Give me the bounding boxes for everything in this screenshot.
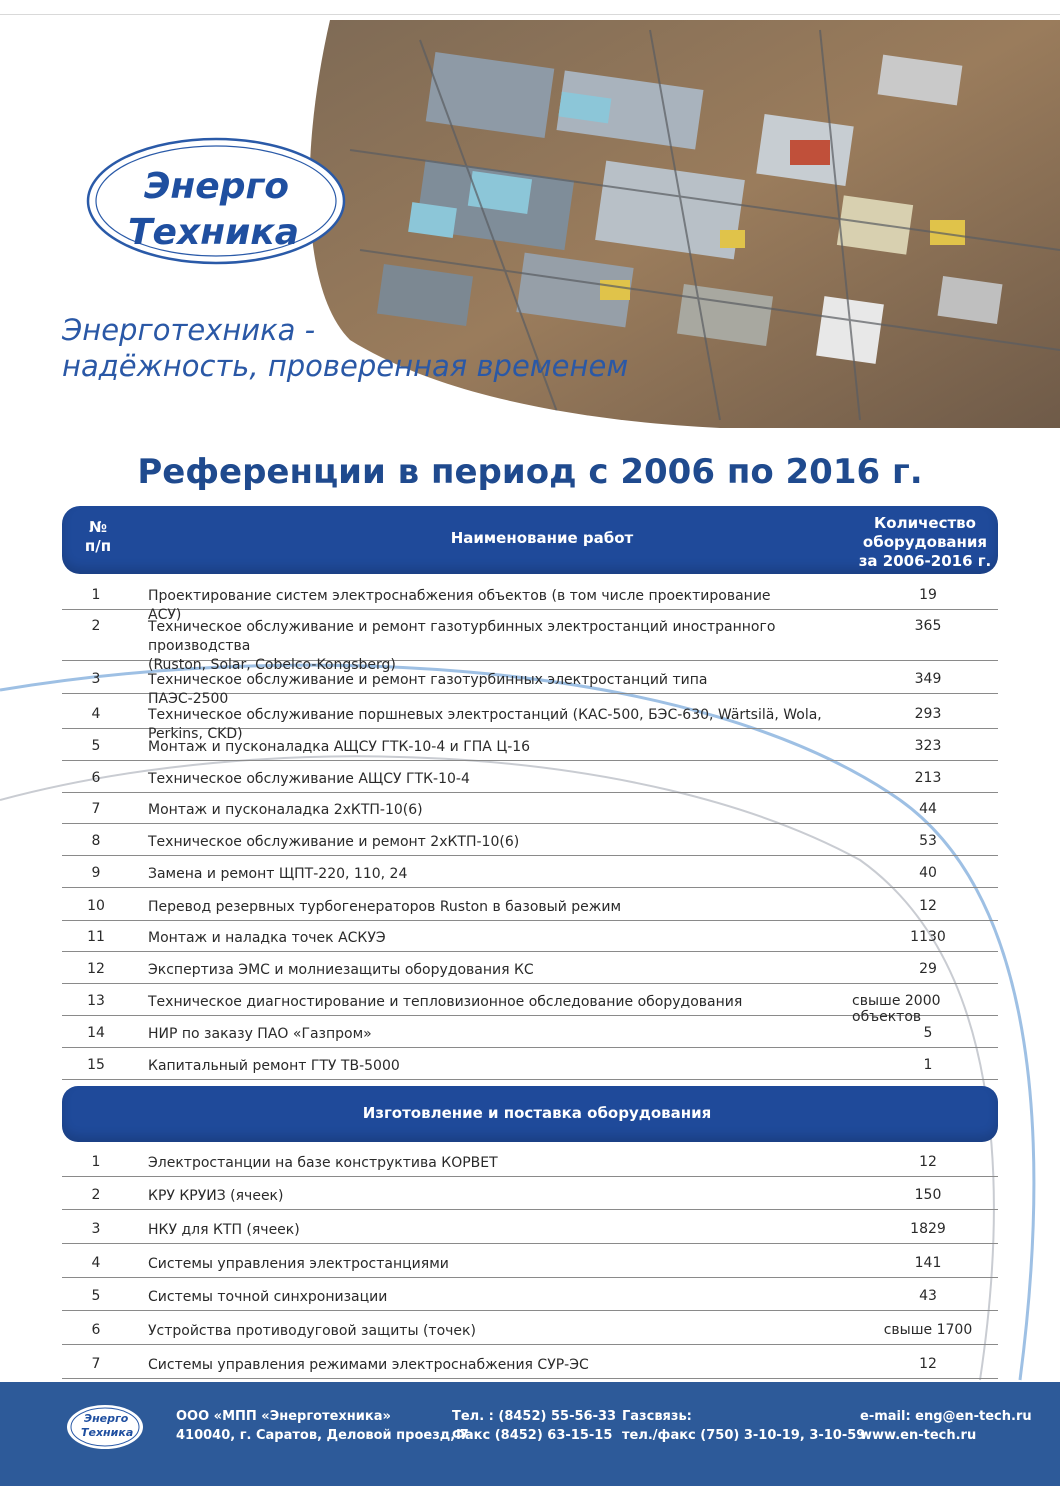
row-work: Монтаж и пусконаладка 2хКТП-10(6) [148, 802, 423, 818]
row-quantity: 44 [919, 801, 937, 817]
row-quantity: 349 [914, 671, 942, 687]
row-number: 13 [87, 993, 105, 1009]
row-quantity: 1829 [910, 1221, 946, 1237]
table-row [62, 738, 998, 761]
footer-phones [452, 1407, 616, 1445]
row-number: 6 [91, 1322, 101, 1338]
row-work: Техническое обслуживание и ремонт 2хКТП-10(6) [148, 834, 520, 850]
footer-company [176, 1407, 469, 1445]
table-row [62, 1322, 998, 1345]
row-work-line1: Техническое обслуживание и ремонт газотурбинных электростанций иностранного производства [148, 619, 776, 654]
table-row [62, 1025, 998, 1048]
row-quantity: 1 [923, 1057, 933, 1073]
row-quantity: 53 [919, 833, 937, 849]
row-quantity: 29 [919, 961, 937, 977]
row-quantity: 1130 [910, 929, 946, 945]
table-row [62, 898, 998, 921]
footer-company-name: ООО «МПП «Энерготехника» [176, 1409, 391, 1424]
row-quantity: 293 [914, 706, 942, 722]
header-quantity-line3: за 2006-2016 г. [858, 552, 992, 570]
header-quantity [850, 514, 1000, 571]
row-number: 11 [87, 929, 105, 945]
row-number: 1 [91, 587, 101, 603]
row-number: 8 [91, 833, 101, 849]
row-number: 4 [91, 706, 101, 722]
row-work: НИР по заказу ПАО «Газпром» [148, 1026, 372, 1042]
row-number: 15 [87, 1057, 105, 1073]
table-row [62, 961, 998, 984]
table-row [62, 1356, 998, 1379]
footer-website[interactable]: www.en-tech.ru [860, 1428, 977, 1443]
table-row [62, 865, 998, 888]
row-work: Перевод резервных турбогенераторов Ruston в базовый режим [148, 899, 622, 915]
row-number: 1 [91, 1154, 101, 1170]
page-title: Референции в период с 2006 по 2016 г. [137, 452, 923, 492]
row-number: 5 [91, 1288, 101, 1304]
row-work: Монтаж и наладка точек АСКУЭ [148, 930, 386, 946]
logo-line2: Техника [128, 212, 300, 253]
table-row [62, 801, 998, 824]
header-work: Наименование работ [450, 529, 634, 547]
row-work: Системы управления режимами электроснабжения СУР-ЭС [148, 1357, 589, 1373]
table-header [62, 506, 998, 574]
table-row [62, 1187, 998, 1210]
row-number: 14 [87, 1025, 105, 1041]
table-row [62, 1154, 998, 1177]
row-work: НКУ для КТП (ячеек) [148, 1222, 300, 1238]
row-number: 10 [87, 898, 105, 914]
row-quantity: 19 [919, 587, 937, 603]
row-number: 4 [91, 1255, 101, 1271]
logo-line1: Энерго [144, 166, 290, 207]
footer-email[interactable]: e-mail: eng@en-tech.ru [860, 1409, 1032, 1424]
slogan-line2: надёжность, проверенная временем [62, 349, 629, 383]
header-quantity-line1: Количество [874, 514, 976, 532]
header-number-line1: № [88, 518, 108, 536]
row-quantity: 40 [919, 865, 937, 881]
row-work: Электростанции на базе конструктива КОРВЕТ [148, 1155, 498, 1171]
table-row [62, 618, 998, 673]
row-number: 3 [91, 671, 101, 687]
row-quantity: 141 [914, 1255, 942, 1271]
table-row [62, 706, 998, 742]
row-quantity: 12 [919, 898, 937, 914]
row-work: Устройства противодуговой защиты (точек) [148, 1323, 476, 1339]
row-quantity: 213 [914, 770, 942, 786]
slogan [62, 312, 628, 384]
header-quantity-line2: оборудования [862, 533, 988, 551]
row-quantity: 150 [914, 1187, 942, 1203]
row-number: 12 [87, 961, 105, 977]
row-work: Техническое обслуживание поршневых электростанций (КАС-500, БЭС-630, Wärtsilä, Wola, Perkins, CKD) [148, 707, 822, 742]
table-row [62, 1255, 998, 1278]
row-number: 7 [91, 801, 101, 817]
footer-fax: Факс (8452) 63-15-15 [452, 1428, 613, 1443]
footer-contacts [860, 1407, 1032, 1445]
header-number-line2: п/п [84, 537, 112, 555]
row-quantity: 365 [914, 618, 942, 634]
row-quantity: 323 [914, 738, 942, 754]
table-row [62, 833, 998, 856]
table-row [62, 587, 998, 623]
table-row [62, 1221, 998, 1244]
table-row [62, 993, 998, 1025]
row-work: Экспертиза ЭМС и молниезащиты оборудования КС [148, 962, 534, 978]
table-row [62, 1288, 998, 1311]
section-header-manufacturing [62, 1086, 998, 1142]
row-quantity: 5 [923, 1025, 933, 1041]
section-title: Изготовление и поставка оборудования [362, 1104, 712, 1122]
row-work: Проектирование систем электроснабжения объектов (в том числе проектирование АСУ) [148, 588, 771, 623]
company-logo [84, 136, 348, 266]
table-row [62, 770, 998, 793]
row-quantity: 43 [919, 1288, 937, 1304]
row-number: 2 [91, 618, 101, 634]
row-work: Техническое обслуживание и ремонт газотурбинных электростанций типа ПАЭС-2500 [148, 672, 708, 707]
row-number: 5 [91, 738, 101, 754]
footer [0, 1382, 1060, 1486]
footer-gas [622, 1407, 865, 1445]
row-number: 3 [91, 1221, 101, 1237]
row-quantity: 12 [919, 1154, 937, 1170]
row-work: Техническое диагностирование и тепловизионное обследование оборудования [148, 994, 743, 1010]
table-row [62, 929, 998, 952]
row-work-line2: (Ruston, Solar, Cobelco-Kongsberg) [148, 657, 396, 673]
row-work: Техническое обслуживание АЩСУ ГТК-10-4 [148, 771, 470, 787]
row-work: Капитальный ремонт ГТУ ТВ-5000 [148, 1058, 400, 1074]
row-quantity: свыше 1700 [883, 1322, 973, 1338]
row-work: КРУ КРУИЗ (ячеек) [148, 1188, 284, 1204]
footer-address: 410040, г. Саратов, Деловой проезд, 7 [176, 1428, 469, 1443]
row-number: 2 [91, 1187, 101, 1203]
table-row [62, 671, 998, 707]
footer-logo-line1: Энерго [84, 1412, 129, 1425]
row-number: 7 [91, 1356, 101, 1372]
footer-logo [66, 1404, 144, 1450]
header-number [72, 518, 124, 556]
row-work: Системы точной синхронизации [148, 1289, 388, 1305]
row-number: 6 [91, 770, 101, 786]
row-work: Замена и ремонт ЩПТ-220, 110, 24 [148, 866, 408, 882]
row-work [148, 618, 788, 675]
slogan-line1: Энерготехника - [62, 313, 316, 347]
table-row [62, 1057, 998, 1080]
footer-phone: Тел. : (8452) 55-56-33 [452, 1409, 617, 1424]
row-number: 9 [91, 865, 101, 881]
row-quantity: 12 [919, 1356, 937, 1372]
footer-gas-phone: тел./факс (750) 3-10-19, 3-10-59 [622, 1428, 866, 1443]
row-work: Системы управления электростанциями [148, 1256, 449, 1272]
footer-logo-line2: Техника [81, 1426, 134, 1439]
row-work: Монтаж и пусконаладка АЩСУ ГТК-10-4 и ГПА Ц-16 [148, 739, 531, 755]
footer-gas-label: Газсвязь: [622, 1409, 692, 1424]
row-quantity: свыше 2000 объектов [852, 993, 941, 1025]
